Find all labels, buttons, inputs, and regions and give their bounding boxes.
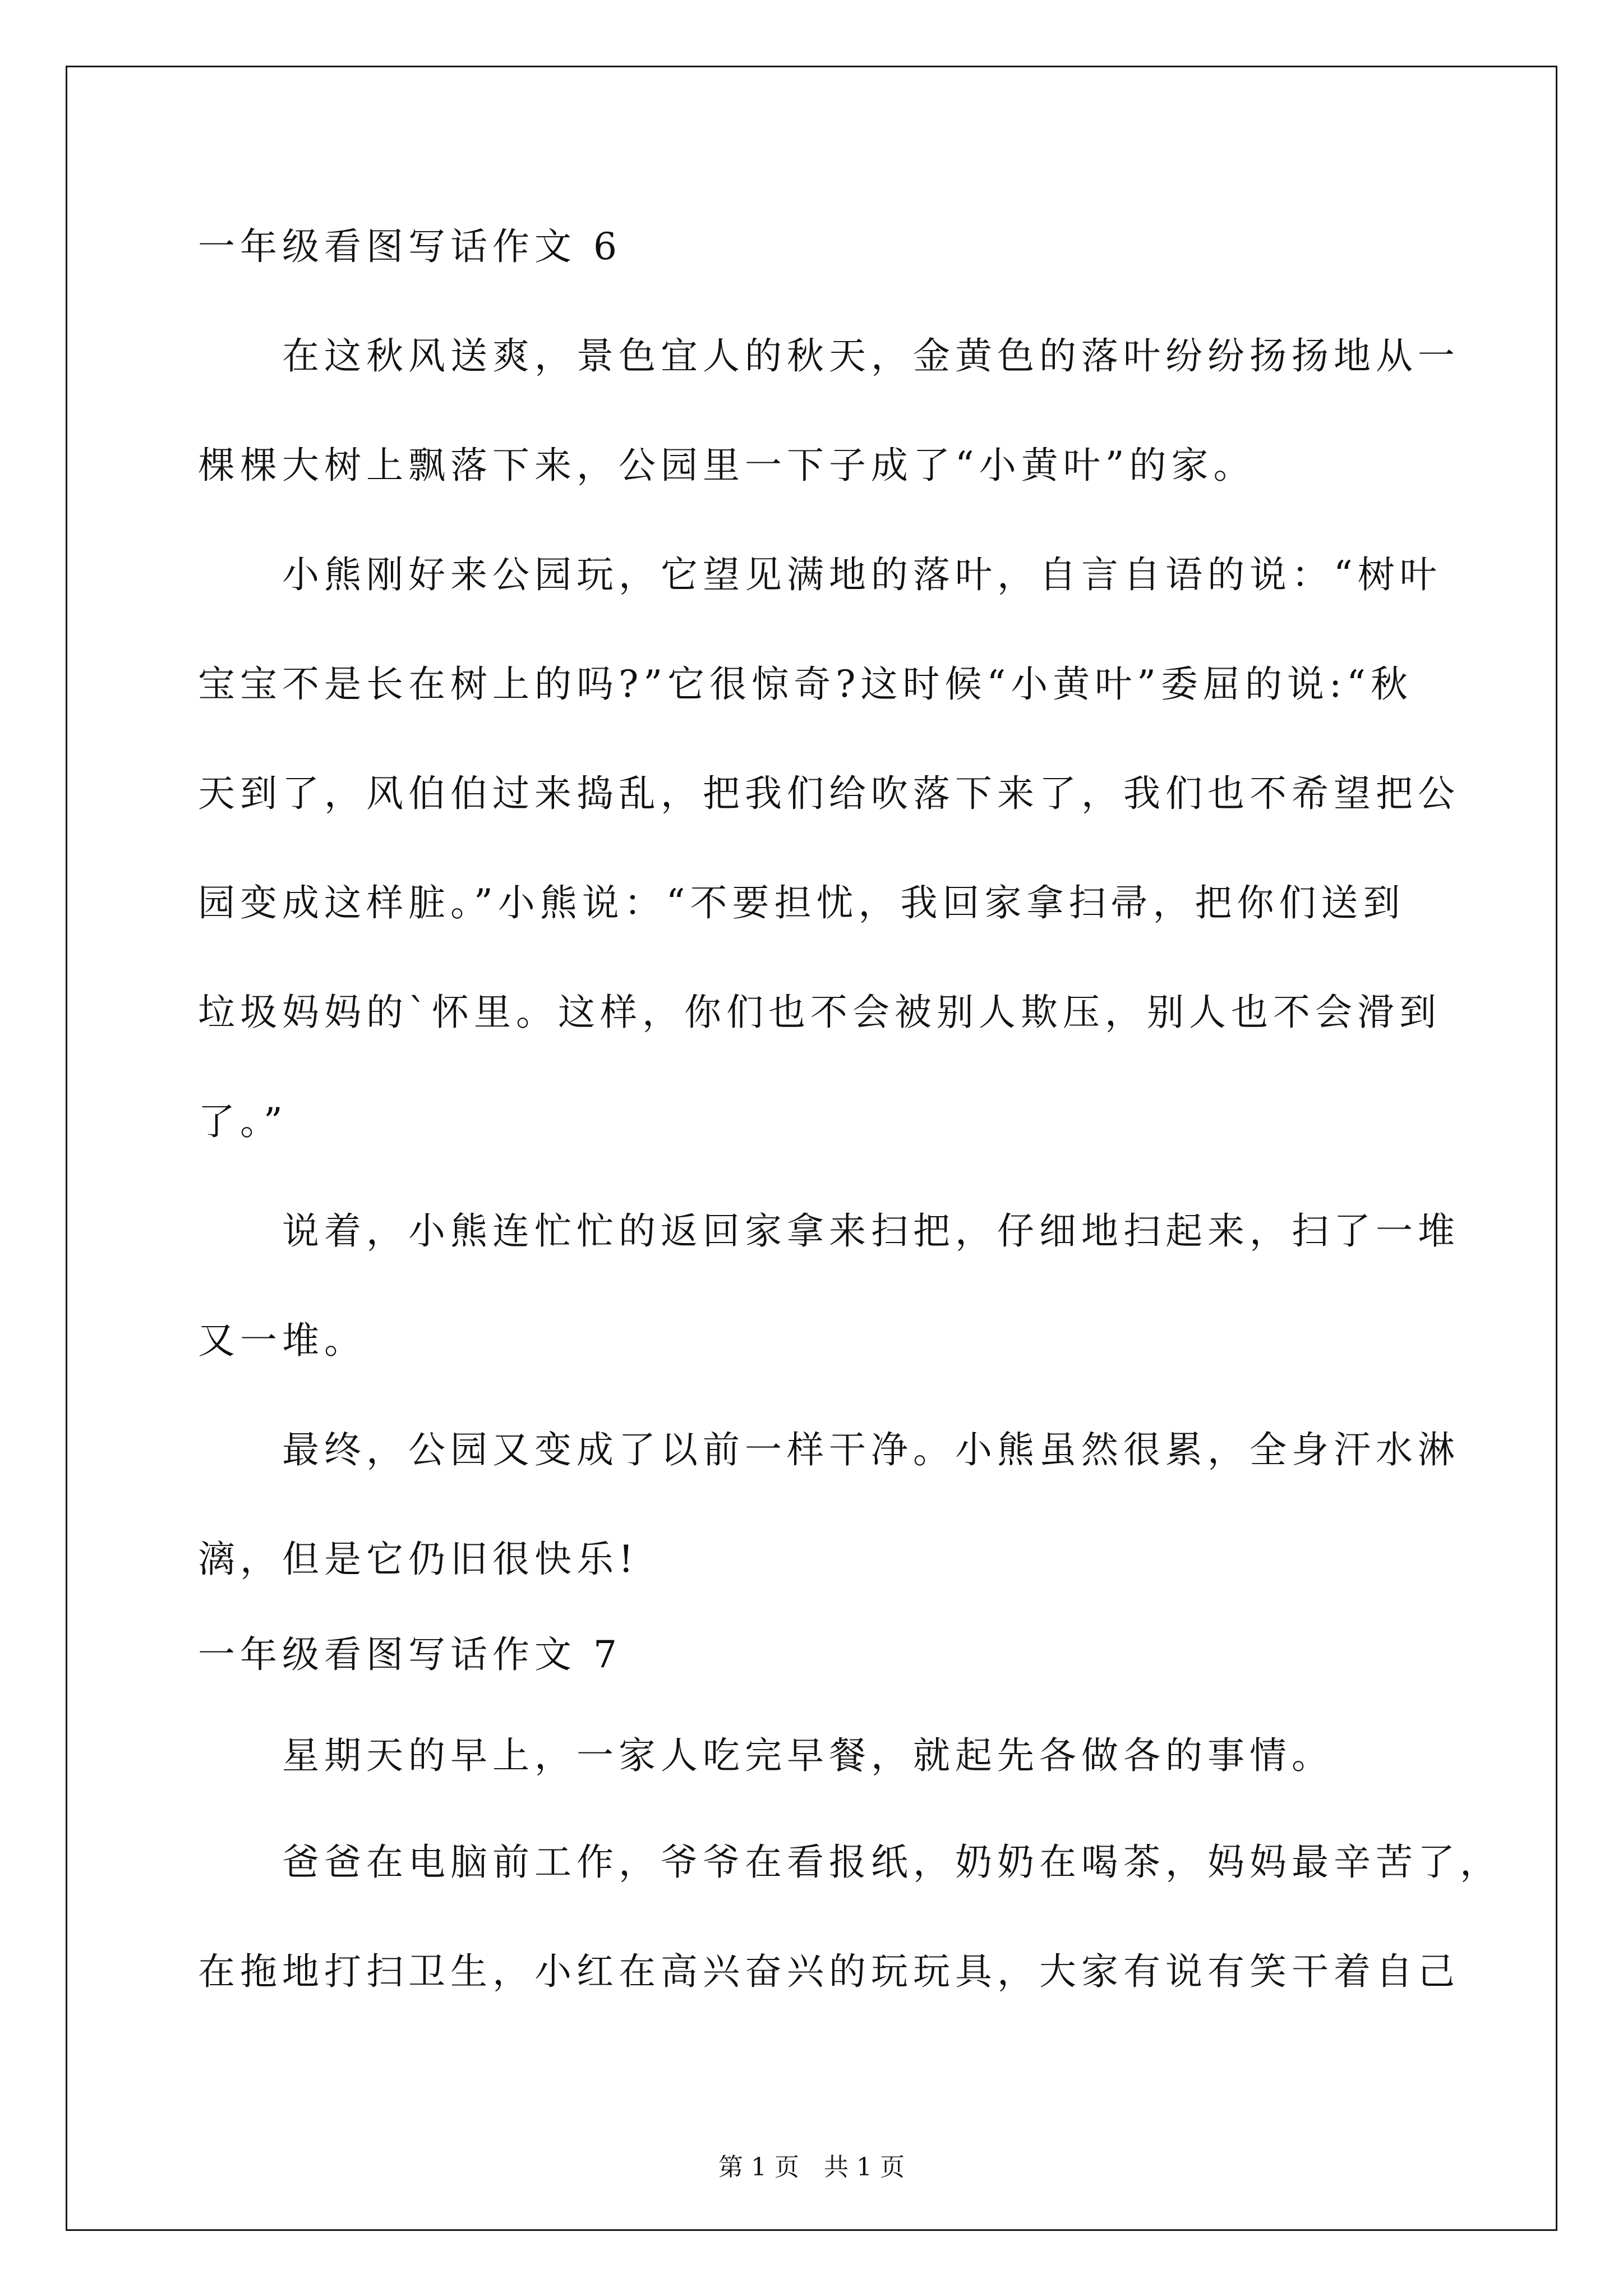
page-border bbox=[66, 66, 1557, 2231]
essay-title-7: 一年级看图写话作文 7 bbox=[198, 1633, 622, 1676]
paragraph-line: 天到了，风伯伯过来捣乱，把我们给吹落下来了，我们也不希望把公 bbox=[198, 772, 1460, 815]
paragraph-line: 又一堆。 bbox=[198, 1319, 366, 1362]
paragraph-line: 星期天的早上，一家人吃完早餐，就起先各做各的事情。 bbox=[282, 1734, 1334, 1777]
page-number-footer: 第 1 页 共 1 页 bbox=[718, 2153, 905, 2182]
paragraph-line: 最终，公园又变成了以前一样干净。小熊虽然很累，全身汗水淋 bbox=[282, 1428, 1460, 1471]
paragraph-line: 了。” bbox=[198, 1100, 288, 1143]
paragraph-line: 小熊刚好来公园玩，它望见满地的落叶，自言自语的说：“树叶 bbox=[282, 553, 1442, 596]
paragraph-line: 垃圾妈妈的`怀里。这样，你们也不会被别人欺压，别人也不会滑到 bbox=[198, 991, 1441, 1034]
paragraph-line: 在这秋风送爽，景色宜人的秋天，金黄色的落叶纷纷扬扬地从一 bbox=[282, 334, 1460, 378]
paragraph-line: 在拖地打扫卫生，小红在高兴奋兴的玩玩具，大家有说有笑干着自己 bbox=[198, 1950, 1460, 1993]
paragraph-line: 园变成这样脏。”小熊说：“不要担忧，我回家拿扫帚，把你们送到 bbox=[198, 881, 1405, 924]
paragraph-line: 漓，但是它仍旧很快乐! bbox=[198, 1538, 639, 1581]
paragraph-line: 宝宝不是长在树上的吗?”它很惊奇?这时候“小黄叶”委屈的说:“秋 bbox=[198, 662, 1413, 706]
essay-title-6: 一年级看图写话作文 6 bbox=[198, 225, 622, 268]
paragraph-line: 棵棵大树上飘落下来，公园里一下子成了“小黄叶”的家。 bbox=[198, 444, 1256, 487]
paragraph-line: 爸爸在电脑前工作，爷爷在看报纸，奶奶在喝茶，妈妈最辛苦了， bbox=[282, 1841, 1502, 1884]
paragraph-line: 说着，小熊连忙忙的返回家拿来扫把，仔细地扫起来，扫了一堆 bbox=[282, 1209, 1460, 1253]
